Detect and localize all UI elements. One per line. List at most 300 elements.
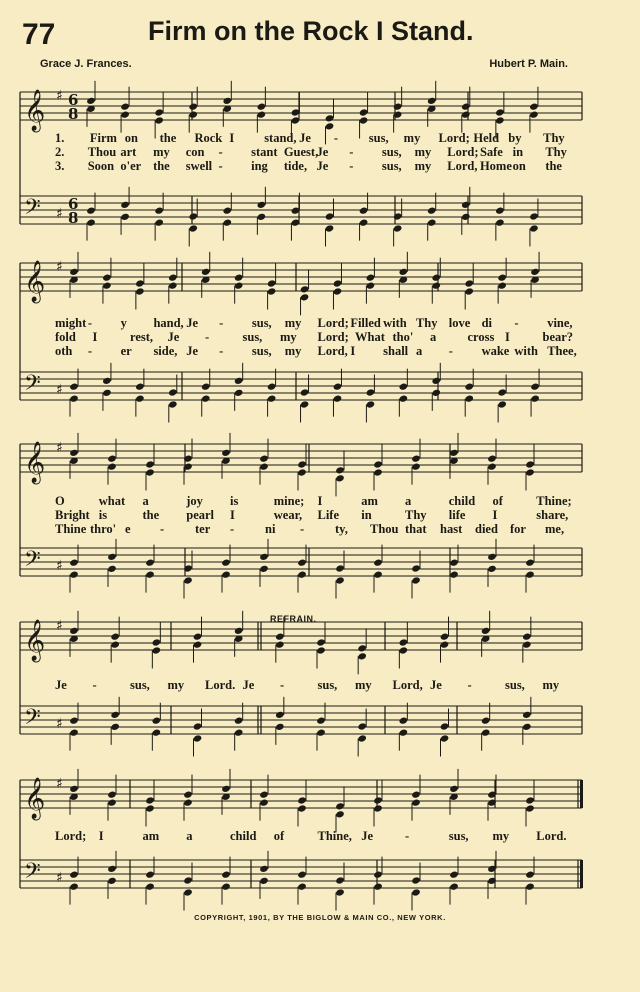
lyric-syllable: a bbox=[142, 494, 149, 508]
lyric-syllable: my bbox=[542, 678, 560, 692]
bass-note-head bbox=[221, 558, 231, 566]
lyric-syllable: - bbox=[514, 316, 519, 330]
treble-note-head bbox=[275, 640, 285, 648]
lyric-syllable: Je bbox=[186, 316, 199, 330]
lyric-syllable: Soon bbox=[87, 159, 115, 173]
bass-note-head bbox=[154, 218, 164, 226]
bass-note-head bbox=[300, 388, 310, 396]
lyric-syllable: sus, bbox=[505, 678, 525, 692]
bass-note-head bbox=[145, 570, 155, 578]
lyric-syllable: Lord; bbox=[317, 316, 349, 330]
bass-note-head bbox=[145, 558, 155, 566]
bass-note-head bbox=[525, 882, 535, 890]
bass-note-head bbox=[335, 888, 345, 896]
bass-note-head bbox=[461, 213, 471, 221]
bass-note-head bbox=[411, 564, 421, 572]
treble-note-head bbox=[145, 460, 155, 468]
treble-note-head bbox=[69, 627, 79, 635]
treble-note-head bbox=[152, 638, 162, 646]
bass-note-head bbox=[259, 565, 269, 573]
bass-note-head bbox=[183, 576, 193, 584]
treble-note-head bbox=[461, 110, 471, 118]
treble-note-head bbox=[257, 102, 267, 110]
lyric-syllable: sus, bbox=[251, 316, 272, 330]
bass-note-head bbox=[464, 394, 474, 402]
hymn-title: Firm on the Rock I Stand. bbox=[148, 16, 474, 46]
bass-note-head bbox=[335, 876, 345, 884]
bass-note-head bbox=[431, 377, 441, 385]
treble-note-head bbox=[393, 102, 403, 110]
treble-note-head bbox=[481, 627, 491, 635]
bass-note-head bbox=[168, 400, 178, 408]
lyric-syllable: my bbox=[355, 678, 372, 692]
bass-note-head bbox=[221, 882, 231, 890]
bass-note-head bbox=[107, 865, 117, 873]
lyric-syllable: - bbox=[218, 159, 223, 173]
lyric-syllable: ing bbox=[251, 159, 268, 173]
treble-note-head bbox=[135, 287, 145, 295]
bass-note-head bbox=[427, 218, 437, 226]
bass-note-head bbox=[325, 224, 335, 232]
lyric-syllable: Filled bbox=[350, 316, 381, 330]
lyric-syllable: Lord. bbox=[205, 678, 236, 692]
lyric-syllable: sus, bbox=[242, 330, 263, 344]
lyric-syllable: on bbox=[512, 159, 526, 173]
treble-note-head bbox=[359, 116, 369, 124]
bass-note-head bbox=[275, 711, 285, 719]
treble-note-head bbox=[529, 102, 539, 110]
lyric-syllable: Lord; bbox=[55, 829, 87, 843]
lyric-syllable: Guest, bbox=[283, 145, 319, 159]
bass-note-head bbox=[357, 734, 367, 742]
bass-note-head bbox=[449, 882, 459, 890]
treble-note-head bbox=[464, 287, 474, 295]
bass-note-head bbox=[525, 558, 535, 566]
lyric-syllable: ter bbox=[195, 522, 211, 536]
treble-note-head bbox=[69, 268, 79, 276]
lyric-syllable: er bbox=[120, 344, 132, 358]
lyric-syllable: Life bbox=[317, 508, 340, 522]
bass-note-head bbox=[440, 734, 450, 742]
treble-note-head bbox=[366, 273, 376, 281]
treble-note-head bbox=[487, 454, 497, 462]
bass-note-head bbox=[145, 870, 155, 878]
treble-note-head bbox=[411, 790, 421, 798]
bass-note-head bbox=[497, 400, 507, 408]
treble-note-head bbox=[234, 281, 244, 289]
lyric-syllable: my bbox=[153, 145, 170, 159]
lyric-syllable: Thine; bbox=[536, 494, 572, 508]
lyric-syllable: on bbox=[124, 131, 138, 145]
bass-note-head bbox=[120, 213, 130, 221]
lyric-syllable: O bbox=[55, 494, 65, 508]
bass-note-head bbox=[259, 865, 269, 873]
bass-note-head bbox=[193, 722, 203, 730]
treble-note-head bbox=[335, 810, 345, 818]
bass-note-head bbox=[120, 201, 130, 209]
bass-note-head bbox=[221, 870, 231, 878]
bass-note-head bbox=[259, 553, 269, 561]
bass-note-head bbox=[135, 394, 145, 402]
time-signature-bottom: 8 bbox=[68, 105, 79, 123]
bass-note-head bbox=[234, 389, 244, 397]
treble-note-head bbox=[357, 644, 367, 652]
bass-note-head bbox=[440, 722, 450, 730]
lyric-syllable: the bbox=[153, 159, 170, 173]
bass-note-head bbox=[427, 206, 437, 214]
treble-note-head bbox=[110, 632, 120, 640]
bass-note-head bbox=[333, 382, 343, 390]
lyric-syllable: might bbox=[55, 316, 87, 330]
lyric-syllable: sus, bbox=[251, 344, 272, 358]
treble-note-head bbox=[495, 116, 505, 124]
lyric-syllable: sus, bbox=[317, 678, 338, 692]
bass-note-head bbox=[183, 888, 193, 896]
treble-note-head bbox=[145, 796, 155, 804]
bass-note-head bbox=[359, 206, 369, 214]
lyric-syllable: Je bbox=[430, 678, 442, 692]
treble-note-head bbox=[297, 460, 307, 468]
lyric-syllable: love bbox=[448, 316, 471, 330]
bass-note-head bbox=[411, 576, 421, 584]
lyric-syllable: stand, bbox=[264, 131, 297, 145]
lyric-syllable: me, bbox=[545, 522, 565, 536]
lyric-syllable: stant bbox=[251, 145, 278, 159]
lyric-syllable: wake bbox=[481, 344, 510, 358]
bass-note-head bbox=[357, 722, 367, 730]
lyric-syllable: Je bbox=[242, 678, 255, 692]
bass-clef-icon: 𝄢 bbox=[24, 371, 41, 401]
bass-note-head bbox=[530, 394, 540, 402]
treble-note-head bbox=[259, 454, 269, 462]
bass-note-head bbox=[221, 570, 231, 578]
bass-note-head bbox=[257, 213, 267, 221]
lyric-syllable: ni bbox=[265, 522, 276, 536]
treble-note-head bbox=[120, 110, 130, 118]
lyric-syllable: - bbox=[349, 159, 354, 173]
lyric-syllable: 1. bbox=[55, 131, 65, 145]
treble-note-head bbox=[359, 108, 369, 116]
bass-note-head bbox=[431, 389, 441, 397]
bass-note-head bbox=[275, 723, 285, 731]
bass-note-head bbox=[188, 212, 198, 220]
lyric-syllable: with bbox=[383, 316, 407, 330]
bass-note-head bbox=[529, 224, 539, 232]
bass-note-head bbox=[529, 212, 539, 220]
lyric-syllable: - bbox=[219, 316, 224, 330]
bass-note-head bbox=[69, 382, 79, 390]
treble-note-head bbox=[333, 287, 343, 295]
bass-note-head bbox=[102, 377, 112, 385]
bass-note-head bbox=[234, 728, 244, 736]
lyric-syllable: child bbox=[448, 494, 476, 508]
treble-note-head bbox=[373, 460, 383, 468]
lyric-syllable: - bbox=[218, 145, 223, 159]
bass-note-head bbox=[297, 882, 307, 890]
treble-note-head bbox=[357, 652, 367, 660]
lyric-syllable: my bbox=[414, 145, 432, 159]
lyric-syllable: o'er bbox=[120, 159, 142, 173]
treble-note-head bbox=[497, 273, 507, 281]
lyric-syllable: rest, bbox=[130, 330, 154, 344]
bass-note-head bbox=[530, 382, 540, 390]
bass-note-head bbox=[487, 565, 497, 573]
lyric-syllable: a bbox=[405, 494, 412, 508]
lyric-syllable: Lord; bbox=[438, 131, 470, 145]
lyric-syllable: Thy bbox=[543, 131, 565, 145]
lyric-syllable: Je bbox=[361, 829, 374, 843]
time-signature-bottom: 8 bbox=[68, 209, 79, 227]
bass-note-head bbox=[69, 870, 79, 878]
bass-note-head bbox=[107, 877, 117, 885]
lyric-syllable: y bbox=[120, 316, 127, 330]
bass-note-head bbox=[525, 570, 535, 578]
lyric-syllable: that bbox=[405, 522, 427, 536]
treble-note-head bbox=[373, 804, 383, 812]
treble-note-head bbox=[440, 640, 450, 648]
lyric-syllable: vine, bbox=[547, 316, 573, 330]
bass-note-head bbox=[316, 716, 326, 724]
bass-note-head bbox=[316, 728, 326, 736]
bass-note-head bbox=[373, 882, 383, 890]
lyric-syllable: I bbox=[92, 330, 98, 344]
bass-note-head bbox=[335, 576, 345, 584]
lyric-syllable: am bbox=[142, 829, 160, 843]
lyric-syllable: died bbox=[475, 522, 498, 536]
bass-clef-icon: 𝄢 bbox=[24, 547, 41, 577]
treble-clef-icon: 𝄞 bbox=[24, 261, 46, 302]
treble-note-head bbox=[529, 110, 539, 118]
treble-note-head bbox=[525, 796, 535, 804]
lyric-syllable: the bbox=[159, 131, 177, 145]
lyric-syllable: Je bbox=[167, 330, 180, 344]
bass-note-head bbox=[449, 558, 459, 566]
final-barline-thick bbox=[580, 860, 583, 888]
bass-note-head bbox=[373, 570, 383, 578]
treble-note-head bbox=[145, 804, 155, 812]
treble-note-head bbox=[335, 474, 345, 482]
lyric-syllable: ty, bbox=[335, 522, 348, 536]
treble-note-head bbox=[411, 462, 421, 470]
lyric-syllable: - bbox=[160, 522, 165, 536]
treble-note-head bbox=[152, 646, 162, 654]
lyric-syllable: - bbox=[219, 344, 224, 358]
lyric-syllable: - bbox=[300, 522, 305, 536]
treble-note-head bbox=[399, 646, 409, 654]
treble-note-head bbox=[154, 108, 164, 116]
key-signature-sharp: ♯ bbox=[56, 440, 63, 456]
bass-note-head bbox=[69, 570, 79, 578]
bass-note-head bbox=[234, 716, 244, 724]
key-signature-sharp: ♯ bbox=[56, 206, 63, 222]
bass-note-head bbox=[297, 570, 307, 578]
lyric-syllable: I bbox=[317, 494, 323, 508]
lyric-syllable: Je bbox=[316, 145, 329, 159]
bass-note-head bbox=[333, 394, 343, 402]
treble-note-head bbox=[431, 273, 441, 281]
lyric-syllable: am bbox=[361, 494, 378, 508]
bass-note-head bbox=[135, 382, 145, 390]
bass-note-head bbox=[86, 218, 96, 226]
treble-note-head bbox=[297, 796, 307, 804]
lyric-syllable: art bbox=[120, 145, 137, 159]
key-signature-sharp: ♯ bbox=[56, 558, 63, 574]
bass-note-head bbox=[201, 382, 211, 390]
treble-note-head bbox=[300, 285, 310, 293]
lyric-syllable: - bbox=[349, 145, 354, 159]
treble-note-head bbox=[221, 785, 231, 793]
treble-note-head bbox=[168, 281, 178, 289]
lyric-syllable: the bbox=[142, 508, 160, 522]
lyric-syllable: What bbox=[355, 330, 385, 344]
lyric-syllable: 2. bbox=[55, 145, 65, 159]
treble-note-head bbox=[333, 279, 343, 287]
treble-note-head bbox=[221, 449, 231, 457]
lyric-syllable: shall bbox=[383, 344, 409, 358]
bass-note-head bbox=[522, 711, 532, 719]
treble-note-head bbox=[373, 468, 383, 476]
lyric-syllable: Thine bbox=[55, 522, 87, 536]
lyric-syllable: con bbox=[185, 145, 205, 159]
bass-note-head bbox=[497, 388, 507, 396]
bass-note-head bbox=[366, 388, 376, 396]
bass-note-head bbox=[522, 723, 532, 731]
bass-note-head bbox=[223, 218, 233, 226]
lyric-syllable: Je bbox=[186, 344, 199, 358]
lyric-syllable: oth bbox=[55, 344, 73, 358]
bass-note-head bbox=[393, 212, 403, 220]
lyric-syllable: 3. bbox=[55, 159, 65, 173]
treble-note-head bbox=[107, 454, 117, 462]
lyric-syllable: Thou bbox=[370, 522, 399, 536]
lyric-syllable: I bbox=[98, 829, 104, 843]
bass-note-head bbox=[297, 870, 307, 878]
treble-note-head bbox=[193, 632, 203, 640]
lyric-syllable: tho' bbox=[392, 330, 414, 344]
treble-note-head bbox=[525, 804, 535, 812]
lyric-syllable: Lord; bbox=[447, 145, 479, 159]
treble-note-head bbox=[120, 102, 130, 110]
treble-note-head bbox=[373, 796, 383, 804]
bass-note-head bbox=[69, 716, 79, 724]
treble-note-head bbox=[69, 785, 79, 793]
treble-note-head bbox=[300, 293, 310, 301]
lyric-syllable: sus, bbox=[381, 159, 402, 173]
lyric-syllable: my bbox=[403, 131, 421, 145]
bass-clef-icon: 𝄢 bbox=[24, 705, 41, 735]
lyric-syllable: sus, bbox=[381, 145, 402, 159]
lyric-syllable: I bbox=[492, 508, 498, 522]
lyric-syllable: tide, bbox=[283, 159, 308, 173]
treble-note-head bbox=[487, 462, 497, 470]
lyric-syllable: pearl bbox=[186, 508, 215, 522]
treble-note-head bbox=[411, 798, 421, 806]
treble-note-head bbox=[107, 462, 117, 470]
treble-note-head bbox=[110, 640, 120, 648]
lyric-syllable: e bbox=[125, 522, 131, 536]
lyric-syllable: swell bbox=[185, 159, 213, 173]
treble-note-head bbox=[201, 268, 211, 276]
bass-note-head bbox=[188, 224, 198, 232]
lyric-syllable: - bbox=[205, 330, 210, 344]
treble-note-head bbox=[107, 790, 117, 798]
bass-note-head bbox=[152, 716, 162, 724]
bass-note-head bbox=[399, 382, 409, 390]
treble-clef-icon: 𝄞 bbox=[24, 90, 46, 131]
lyric-syllable: a bbox=[430, 330, 437, 344]
lyric-syllable: Lord; bbox=[317, 330, 349, 344]
lyric-syllable: Je bbox=[316, 159, 329, 173]
bass-note-head bbox=[69, 558, 79, 566]
lyric-syllable: what bbox=[98, 494, 126, 508]
bass-note-head bbox=[411, 888, 421, 896]
lyric-syllable: thro' bbox=[90, 522, 117, 536]
treble-note-head bbox=[525, 460, 535, 468]
treble-note-head bbox=[325, 114, 335, 122]
lyric-syllable: Thy bbox=[405, 508, 427, 522]
lyric-syllable: Thou bbox=[87, 145, 117, 159]
treble-note-head bbox=[267, 279, 277, 287]
bass-note-head bbox=[399, 728, 409, 736]
bass-note-head bbox=[110, 711, 120, 719]
treble-note-head bbox=[497, 281, 507, 289]
treble-note-head bbox=[135, 279, 145, 287]
treble-note-head bbox=[154, 116, 164, 124]
bass-note-head bbox=[525, 870, 535, 878]
bass-note-head bbox=[325, 212, 335, 220]
lyric-syllable: in bbox=[361, 508, 372, 522]
bass-note-head bbox=[69, 882, 79, 890]
bass-note-head bbox=[366, 400, 376, 408]
lyric-syllable: a bbox=[186, 829, 193, 843]
bass-note-head bbox=[110, 723, 120, 731]
bass-note-head bbox=[399, 716, 409, 724]
bass-note-head bbox=[102, 389, 112, 397]
time-signature-top: 6 bbox=[68, 195, 79, 213]
bass-note-head bbox=[234, 377, 244, 385]
lyric-syllable: life bbox=[448, 508, 466, 522]
key-signature-sharp: ♯ bbox=[56, 870, 63, 886]
lyric-syllable: the bbox=[545, 159, 562, 173]
bass-note-head bbox=[257, 201, 267, 209]
bass-note-head bbox=[449, 570, 459, 578]
key-signature-sharp: ♯ bbox=[56, 776, 63, 792]
lyric-syllable: di bbox=[481, 316, 492, 330]
lyricist-credit: Grace J. Frances. bbox=[40, 58, 132, 70]
lyric-syllable: my bbox=[284, 344, 302, 358]
treble-note-head bbox=[297, 804, 307, 812]
bass-note-head bbox=[297, 558, 307, 566]
treble-note-head bbox=[183, 798, 193, 806]
lyric-syllable: of bbox=[492, 494, 503, 508]
lyric-syllable: Je bbox=[55, 678, 67, 692]
bass-note-head bbox=[495, 218, 505, 226]
bass-note-head bbox=[495, 206, 505, 214]
bass-note-head bbox=[267, 382, 277, 390]
bass-note-head bbox=[107, 565, 117, 573]
lyric-syllable: Thee, bbox=[547, 344, 577, 358]
treble-note-head bbox=[399, 638, 409, 646]
treble-note-head bbox=[325, 122, 335, 130]
treble-note-head bbox=[145, 468, 155, 476]
bass-note-head bbox=[464, 382, 474, 390]
lyric-syllable: Thy bbox=[545, 145, 567, 159]
lyric-syllable: I bbox=[505, 330, 510, 344]
lyric-syllable: for bbox=[510, 522, 526, 536]
lyric-syllable: - bbox=[405, 829, 410, 843]
treble-note-head bbox=[259, 462, 269, 470]
lyric-syllable: bear? bbox=[542, 330, 574, 344]
